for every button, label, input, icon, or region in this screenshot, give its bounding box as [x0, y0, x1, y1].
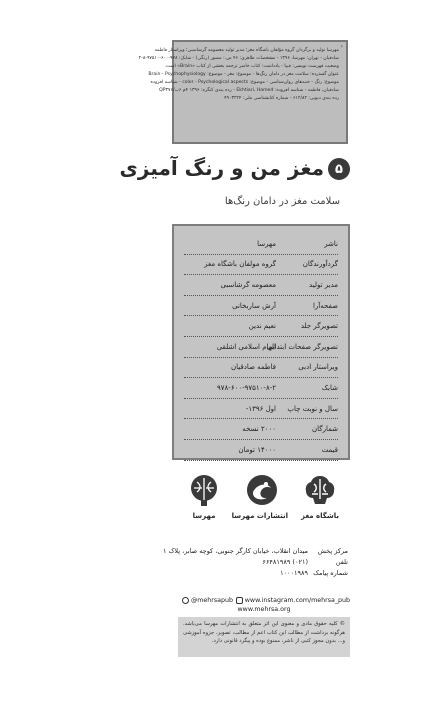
credit-label: شابک: [321, 383, 338, 392]
credit-value: ۲۰۰۰ نسخه: [242, 425, 276, 434]
telegram-text: @mehrsapub: [191, 596, 234, 604]
logos-row: [180, 470, 350, 536]
credit-value: الهام اسلامی اشلقی: [216, 342, 276, 351]
catalog-line: رده بندی دیویی: ۶۱۲/۸۲ - شماره کتابشناسی ملی: ۴۹۰۳۲۲۴: [224, 96, 339, 101]
credit-label: گردآورندگان: [302, 260, 338, 269]
credit-value: ۱۴۰۰۰ تومان: [238, 445, 276, 454]
contact-row: [180, 557, 348, 568]
contact-key: مرکز پخش: [317, 547, 348, 555]
credit-value: مهرسا: [257, 239, 276, 248]
brain-club-icon: [300, 470, 340, 510]
contact-value: ۱۰۰۰۱۹۸۹: [280, 569, 308, 577]
credit-label: قیمت: [321, 445, 338, 454]
credit-value: گروه مولفان باشگاه مغز: [204, 260, 276, 269]
tree-brain-icon: [184, 470, 224, 510]
third-logo-name: مهرسا: [192, 512, 216, 520]
book-subtitle: سلامت مغز در دامان رنگ‌ها: [224, 196, 340, 207]
publisher-icon: [242, 470, 282, 510]
credit-row: [184, 316, 338, 337]
copyright-notice: © کلیه حقوق مادی و معنوی این اثر متعلق به انتشارات مهرسا می‌باشد. هرگونه برداشت از مطالب این کتاب اعم از مطالب، تصویر، جزوه آموزشی و... بدون مجوز کتبی از ناشر، ممنوع بوده و پیگرد قانونی دارد.: [178, 617, 350, 657]
contact-block: [163, 546, 348, 579]
catalog-line: وضعیت فهرست نویسی: فیپا - یادداشت: کتاب حاضر ترجمه بخشی از کتاب «Brain» است.: [164, 64, 339, 69]
credit-label: شمارگان: [311, 425, 338, 434]
instagram-icon: [236, 597, 243, 604]
title-block: [119, 156, 350, 186]
credit-label: مدیر تولید: [309, 280, 338, 289]
third-logo: [178, 470, 230, 532]
volume-badge: ۵: [328, 158, 350, 180]
credit-row: [184, 337, 338, 358]
credit-label: صفحه‌آرا: [312, 301, 338, 310]
credits-box: [172, 224, 350, 460]
credit-row: [184, 234, 338, 255]
contact-key: تلفن: [335, 558, 348, 566]
contact-key: شماره پیامک: [313, 569, 348, 577]
social-row: [182, 594, 350, 606]
credit-row: [184, 296, 338, 317]
brain-club-logo: [294, 470, 346, 532]
credit-label: ویراستار ادبی: [298, 363, 338, 372]
credit-row: [184, 419, 338, 440]
credit-row: [184, 399, 338, 420]
corner-mark: ‹: [340, 43, 343, 50]
telegram-handle[interactable]: [182, 597, 233, 604]
website-link[interactable]: www.mehrsa.org: [237, 606, 291, 613]
credit-label: سال و نوبت چاپ: [287, 404, 338, 413]
credit-row: [184, 255, 338, 276]
credit-value: آرش ساربخانی: [232, 301, 276, 310]
credit-row: [184, 440, 338, 461]
publisher-logo: [231, 470, 288, 532]
brain-club-name: باشگاه مغز: [300, 512, 340, 520]
contact-row: [163, 546, 348, 557]
instagram-text: www.instagram.com/mehrsa_pub: [244, 596, 350, 604]
catalog-line: صادقیان، فاطمه - شناسه افزوده: Ekhtiari، Hamed - رده بندی کنگره: ۱۳۹۶ ۴م ۶ب/QP۳۷۶: [159, 88, 339, 93]
credit-row: [184, 358, 338, 379]
contact-row: [180, 568, 348, 579]
credit-value: ۹۷۸-۶۰۰-۹۷۵۱۰-۸-۲: [217, 383, 276, 392]
credit-row: [184, 378, 338, 399]
credit-label: تصویرگر جلد: [300, 322, 338, 331]
contact-value: میدان انقلاب، خیابان کارگر جنوبی، کوچه صابر، پلاک ۱: [163, 547, 308, 555]
catalog-line: صادقیان - تهران: مهرسا، ۱۳۹۶ - مشخصات ظاهری: ۴۶ ص.: مصور (رنگی) - شابک: ۹۷۸-۶۰۰-۹۷۵۱۰-۸-۲: [138, 56, 339, 61]
catalog-line: موضوع: رنگ - جنبه‌های روان‌شناسی - موضوع: color - Psychological aspects - شناسه افزوده: [150, 80, 339, 85]
credit-label: تصویرگر صفحات ابتدایی: [266, 342, 338, 351]
contact-value: (۰۲۱) ۶۶۴۸۱۹۸۹: [262, 558, 308, 566]
credit-label: ناشر: [324, 239, 338, 248]
credit-value: نعیم ندین: [248, 322, 276, 331]
catalog-box: [138, 40, 348, 144]
credit-value: معصومه گرشاسبی: [220, 280, 276, 289]
publisher-name: انتشارات مهرسا: [231, 512, 288, 520]
credit-value: فاطمه صادقیان: [230, 363, 276, 372]
book-title: مغز من و رنگ آمیزی: [119, 156, 324, 180]
credit-value: اول ۱۳۹۶-: [245, 404, 276, 413]
catalog-line: مهرسا تولید و برگردان گروه مؤلفان باشگاه مغز؛ مدیر تولید معصومه گرشاسبی؛ ویراستار فاطمه: [154, 48, 339, 53]
instagram-link[interactable]: [236, 597, 350, 604]
catalog-line: عنوان گسترده: سلامت مغز در دامان رنگ‌ها - موضوع: مغز - موضوع: Brain - Psychophysiology: [148, 72, 339, 77]
credit-row: [184, 275, 338, 296]
at-icon: [182, 597, 189, 604]
